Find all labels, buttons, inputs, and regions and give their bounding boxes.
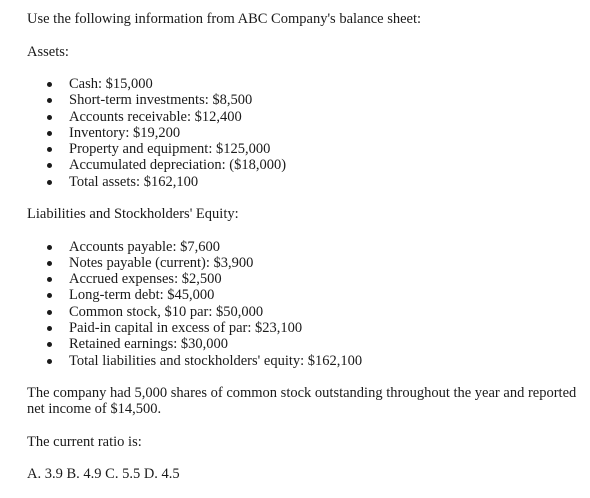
shares-income-note: The company had 5,000 shares of common stock outstanding throughout the year and reported net income of $14,500. — [27, 384, 577, 418]
list-item-long-term-debt: Long-term debt: $45,000 — [27, 287, 582, 303]
question-text: The current ratio is: — [27, 433, 142, 450]
list-item-accounts-receivable: Accounts receivable: $12,400 — [27, 109, 582, 125]
liabilities-list — [27, 239, 582, 369]
list-item-cash: Cash: $15,000 — [27, 76, 582, 92]
list-item-accrued-expenses: Accrued expenses: $2,500 — [27, 271, 582, 287]
list-item-accounts-payable: Accounts payable: $7,600 — [27, 239, 582, 255]
list-item-retained-earnings: Retained earnings: $30,000 — [27, 336, 582, 352]
list-item-short-term-investments: Short-term investments: $8,500 — [27, 92, 582, 108]
document-body — [27, 11, 582, 483]
list-item-property-equipment: Property and equipment: $125,000 — [27, 141, 582, 157]
answer-choices: A. 3.9 B. 4.9 C. 5.5 D. 4.5 — [27, 466, 180, 483]
list-item-notes-payable: Notes payable (current): $3,900 — [27, 255, 582, 271]
list-item-total-liabilities-equity: Total liabilities and stockholders' equity: $162,100 — [27, 353, 582, 369]
list-item-accumulated-depreciation: Accumulated depreciation: ($18,000) — [27, 157, 582, 173]
list-item-common-stock: Common stock, $10 par: $50,000 — [27, 304, 582, 320]
assets-list — [27, 76, 582, 190]
liabilities-heading: Liabilities and Stockholders' Equity: — [27, 206, 239, 223]
list-item-total-assets: Total assets: $162,100 — [27, 174, 582, 190]
assets-heading: Assets: — [27, 43, 69, 60]
intro-text: Use the following information from ABC Company's balance sheet: — [27, 11, 422, 27]
list-item-inventory: Inventory: $19,200 — [27, 125, 582, 141]
list-item-paid-in-capital: Paid-in capital in excess of par: $23,100 — [27, 320, 582, 336]
